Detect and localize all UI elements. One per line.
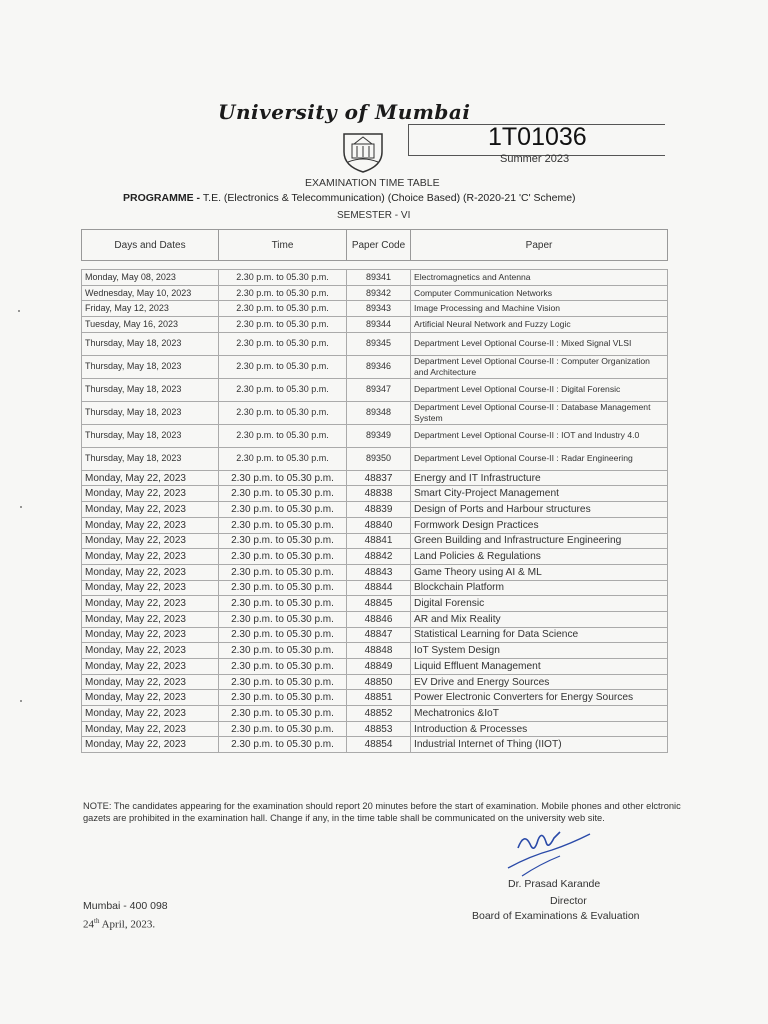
cell-date: Thursday, May 18, 2023: [82, 355, 219, 378]
cell-paper-code: 48837: [347, 470, 411, 486]
spacer-cell: [347, 261, 411, 270]
cell-time: 2.30 p.m. to 05.30 p.m.: [219, 470, 347, 486]
cell-date: Monday, May 22, 2023: [82, 737, 219, 753]
cell-paper: Blockchain Platform: [411, 580, 668, 596]
cell-time: 2.30 p.m. to 05.30 p.m.: [219, 301, 347, 317]
table-row: [82, 424, 668, 447]
table-row: [82, 447, 668, 470]
table-row: [82, 690, 668, 706]
cell-paper-code: 48841: [347, 533, 411, 549]
cell-paper: AR and Mix Reality: [411, 611, 668, 627]
cell-date: Thursday, May 18, 2023: [82, 378, 219, 401]
column-header: Paper: [411, 230, 668, 261]
cell-time: 2.30 p.m. to 05.30 p.m.: [219, 517, 347, 533]
cell-date: Monday, May 22, 2023: [82, 659, 219, 675]
cell-paper-code: 48842: [347, 549, 411, 565]
university-crest-icon: [340, 130, 386, 174]
table-row: [82, 643, 668, 659]
cell-time: 2.30 p.m. to 05.30 p.m.: [219, 424, 347, 447]
cell-paper-code: 48852: [347, 706, 411, 722]
table-row: [82, 502, 668, 518]
cell-paper: Formwork Design Practices: [411, 517, 668, 533]
margin-mark: [18, 310, 20, 312]
cell-paper: Land Policies & Regulations: [411, 549, 668, 565]
cell-paper: Green Building and Infrastructure Engineering: [411, 533, 668, 549]
cell-paper: Statistical Learning for Data Science: [411, 627, 668, 643]
signatory-name: Dr. Prasad Karande: [508, 878, 601, 890]
cell-paper: Artificial Neural Network and Fuzzy Logic: [411, 317, 668, 333]
cell-paper: Department Level Optional Course-II : IOT and Industry 4.0: [411, 424, 668, 447]
cell-date: Monday, May 22, 2023: [82, 627, 219, 643]
cell-paper: Industrial Internet of Thing (IIOT): [411, 737, 668, 753]
table-row: [82, 611, 668, 627]
cell-paper: Image Processing and Machine Vision: [411, 301, 668, 317]
table-row: [82, 674, 668, 690]
cell-date: Monday, May 22, 2023: [82, 549, 219, 565]
table-row: [82, 596, 668, 612]
table-row: [82, 317, 668, 333]
cell-paper-code: 48844: [347, 580, 411, 596]
cell-date: Monday, May 08, 2023: [82, 270, 219, 286]
cell-paper-code: 48850: [347, 674, 411, 690]
cell-date: Monday, May 22, 2023: [82, 564, 219, 580]
cell-date: Thursday, May 18, 2023: [82, 401, 219, 424]
signatory-title: Director: [550, 895, 587, 907]
cell-date: Thursday, May 18, 2023: [82, 447, 219, 470]
cell-date: Monday, May 22, 2023: [82, 580, 219, 596]
exam-session: Summer 2023: [500, 153, 570, 165]
cell-date: Monday, May 22, 2023: [82, 596, 219, 612]
table-row: [82, 627, 668, 643]
table-row: [82, 355, 668, 378]
cell-paper: Power Electronic Converters for Energy Sources: [411, 690, 668, 706]
spacer-cell: [411, 261, 668, 270]
cell-paper: IoT System Design: [411, 643, 668, 659]
cell-date: Monday, May 22, 2023: [82, 611, 219, 627]
cell-time: 2.30 p.m. to 05.30 p.m.: [219, 706, 347, 722]
table-row: [82, 721, 668, 737]
cell-paper: Department Level Optional Course-II : Digital Forensic: [411, 378, 668, 401]
table-row: [82, 470, 668, 486]
cell-time: 2.30 p.m. to 05.30 p.m.: [219, 721, 347, 737]
cell-date: Tuesday, May 16, 2023: [82, 317, 219, 333]
university-name: University of Mumbai: [218, 100, 471, 124]
cell-paper: Design of Ports and Harbour structures: [411, 502, 668, 518]
table-row: [82, 486, 668, 502]
cell-time: 2.30 p.m. to 05.30 p.m.: [219, 737, 347, 753]
cell-time: 2.30 p.m. to 05.30 p.m.: [219, 674, 347, 690]
issue-date-rest: April, 2023.: [99, 918, 156, 931]
cell-time: 2.30 p.m. to 05.30 p.m.: [219, 355, 347, 378]
cell-paper-code: 89345: [347, 332, 411, 355]
table-row: [82, 564, 668, 580]
cell-time: 2.30 p.m. to 05.30 p.m.: [219, 378, 347, 401]
table-row: [82, 580, 668, 596]
cell-time: 2.30 p.m. to 05.30 p.m.: [219, 533, 347, 549]
cell-paper: Energy and IT Infrastructure: [411, 470, 668, 486]
cell-paper-code: 89344: [347, 317, 411, 333]
cell-paper-code: 48843: [347, 564, 411, 580]
cell-date: Monday, May 22, 2023: [82, 517, 219, 533]
cell-date: Monday, May 22, 2023: [82, 643, 219, 659]
cell-time: 2.30 p.m. to 05.30 p.m.: [219, 643, 347, 659]
cell-date: Monday, May 22, 2023: [82, 486, 219, 502]
cell-date: Friday, May 12, 2023: [82, 301, 219, 317]
table-row: [82, 737, 668, 753]
cell-time: 2.30 p.m. to 05.30 p.m.: [219, 447, 347, 470]
cell-time: 2.30 p.m. to 05.30 p.m.: [219, 317, 347, 333]
cell-date: Monday, May 22, 2023: [82, 690, 219, 706]
table-spacer-row: [82, 261, 668, 270]
margin-mark: [20, 700, 22, 702]
cell-paper-code: 89341: [347, 270, 411, 286]
column-header: Days and Dates: [82, 230, 219, 261]
cell-time: 2.30 p.m. to 05.30 p.m.: [219, 580, 347, 596]
column-header: Time: [219, 230, 347, 261]
cell-date: Thursday, May 18, 2023: [82, 424, 219, 447]
table-row: [82, 706, 668, 722]
cell-paper-code: 89343: [347, 301, 411, 317]
spacer-cell: [82, 261, 219, 270]
cell-date: Monday, May 22, 2023: [82, 706, 219, 722]
cell-paper: Department Level Optional Course-II : Database Management System: [411, 401, 668, 424]
exam-note: NOTE: The candidates appearing for the examination should report 20 minutes before the start of examination. Mobile phones and other elctronic gazets are prohibited in the examination hall. Change if any, in the time table shall be communicated on the university web site.: [83, 801, 681, 823]
cell-time: 2.30 p.m. to 05.30 p.m.: [219, 270, 347, 286]
table-row: [82, 517, 668, 533]
cell-paper: Department Level Optional Course-II : Computer Organization and Architecture: [411, 355, 668, 378]
table-row: [82, 659, 668, 675]
margin-mark: [20, 506, 22, 508]
table-row: [82, 285, 668, 301]
signatory-board: Board of Examinations & Evaluation: [472, 910, 640, 922]
cell-paper-code: 48839: [347, 502, 411, 518]
cell-paper-code: 48845: [347, 596, 411, 612]
document-code: 1T01036: [488, 123, 587, 151]
cell-time: 2.30 p.m. to 05.30 p.m.: [219, 659, 347, 675]
cell-date: Monday, May 22, 2023: [82, 674, 219, 690]
cell-time: 2.30 p.m. to 05.30 p.m.: [219, 564, 347, 580]
cell-paper: Electromagnetics and Antenna: [411, 270, 668, 286]
issue-date: [83, 917, 155, 931]
cell-date: Monday, May 22, 2023: [82, 502, 219, 518]
cell-paper: Computer Communication Networks: [411, 285, 668, 301]
cell-date: Thursday, May 18, 2023: [82, 332, 219, 355]
cell-time: 2.30 p.m. to 05.30 p.m.: [219, 627, 347, 643]
cell-paper-code: 89342: [347, 285, 411, 301]
table-row: [82, 401, 668, 424]
cell-paper-code: 48848: [347, 643, 411, 659]
issue-date-suffix: th: [94, 917, 100, 925]
cell-paper-code: 48849: [347, 659, 411, 675]
timetable: [81, 229, 668, 753]
cell-paper-code: 48838: [347, 486, 411, 502]
cell-paper: Digital Forensic: [411, 596, 668, 612]
cell-paper-code: 89348: [347, 401, 411, 424]
cell-paper-code: 48840: [347, 517, 411, 533]
cell-time: 2.30 p.m. to 05.30 p.m.: [219, 502, 347, 518]
document-title: EXAMINATION TIME TABLE: [305, 177, 440, 189]
programme-line: [123, 192, 576, 204]
cell-paper: EV Drive and Energy Sources: [411, 674, 668, 690]
cell-date: Wednesday, May 10, 2023: [82, 285, 219, 301]
cell-paper-code: 89350: [347, 447, 411, 470]
table-row: [82, 301, 668, 317]
cell-paper-code: 48853: [347, 721, 411, 737]
timetable-body: [82, 261, 668, 753]
cell-paper-code: 48847: [347, 627, 411, 643]
signature-icon: [500, 826, 595, 884]
issue-date-day: 24: [83, 918, 94, 931]
cell-date: Monday, May 22, 2023: [82, 721, 219, 737]
table-header-row: [82, 230, 668, 261]
table-row: [82, 549, 668, 565]
table-row: [82, 378, 668, 401]
semester: SEMESTER - VI: [337, 210, 411, 221]
cell-paper: Mechatronics &IoT: [411, 706, 668, 722]
table-row: [82, 533, 668, 549]
cell-paper-code: 89347: [347, 378, 411, 401]
cell-paper-code: 89346: [347, 355, 411, 378]
cell-paper: Department Level Optional Course-II : Radar Engineering: [411, 447, 668, 470]
cell-paper: Smart City-Project Management: [411, 486, 668, 502]
cell-time: 2.30 p.m. to 05.30 p.m.: [219, 611, 347, 627]
cell-paper-code: 48851: [347, 690, 411, 706]
cell-time: 2.30 p.m. to 05.30 p.m.: [219, 596, 347, 612]
cell-paper-code: 48854: [347, 737, 411, 753]
cell-paper: Department Level Optional Course-II : Mixed Signal VLSI: [411, 332, 668, 355]
table-row: [82, 332, 668, 355]
table-row: [82, 270, 668, 286]
cell-time: 2.30 p.m. to 05.30 p.m.: [219, 690, 347, 706]
cell-time: 2.30 p.m. to 05.30 p.m.: [219, 332, 347, 355]
programme-label: PROGRAMME -: [123, 192, 203, 204]
place: Mumbai - 400 098: [83, 900, 168, 912]
cell-paper: Introduction & Processes: [411, 721, 668, 737]
cell-date: Monday, May 22, 2023: [82, 533, 219, 549]
programme-name: T.E. (Electronics & Telecommunication) (Choice Based) (R-2020-21 'C' Scheme): [202, 192, 576, 204]
cell-paper-code: 48846: [347, 611, 411, 627]
cell-paper-code: 89349: [347, 424, 411, 447]
column-header: Paper Code: [347, 230, 411, 261]
cell-time: 2.30 p.m. to 05.30 p.m.: [219, 549, 347, 565]
spacer-cell: [219, 261, 347, 270]
cell-date: Monday, May 22, 2023: [82, 470, 219, 486]
cell-paper: Liquid Effluent Management: [411, 659, 668, 675]
cell-time: 2.30 p.m. to 05.30 p.m.: [219, 401, 347, 424]
cell-paper: Game Theory using AI & ML: [411, 564, 668, 580]
cell-time: 2.30 p.m. to 05.30 p.m.: [219, 486, 347, 502]
cell-time: 2.30 p.m. to 05.30 p.m.: [219, 285, 347, 301]
